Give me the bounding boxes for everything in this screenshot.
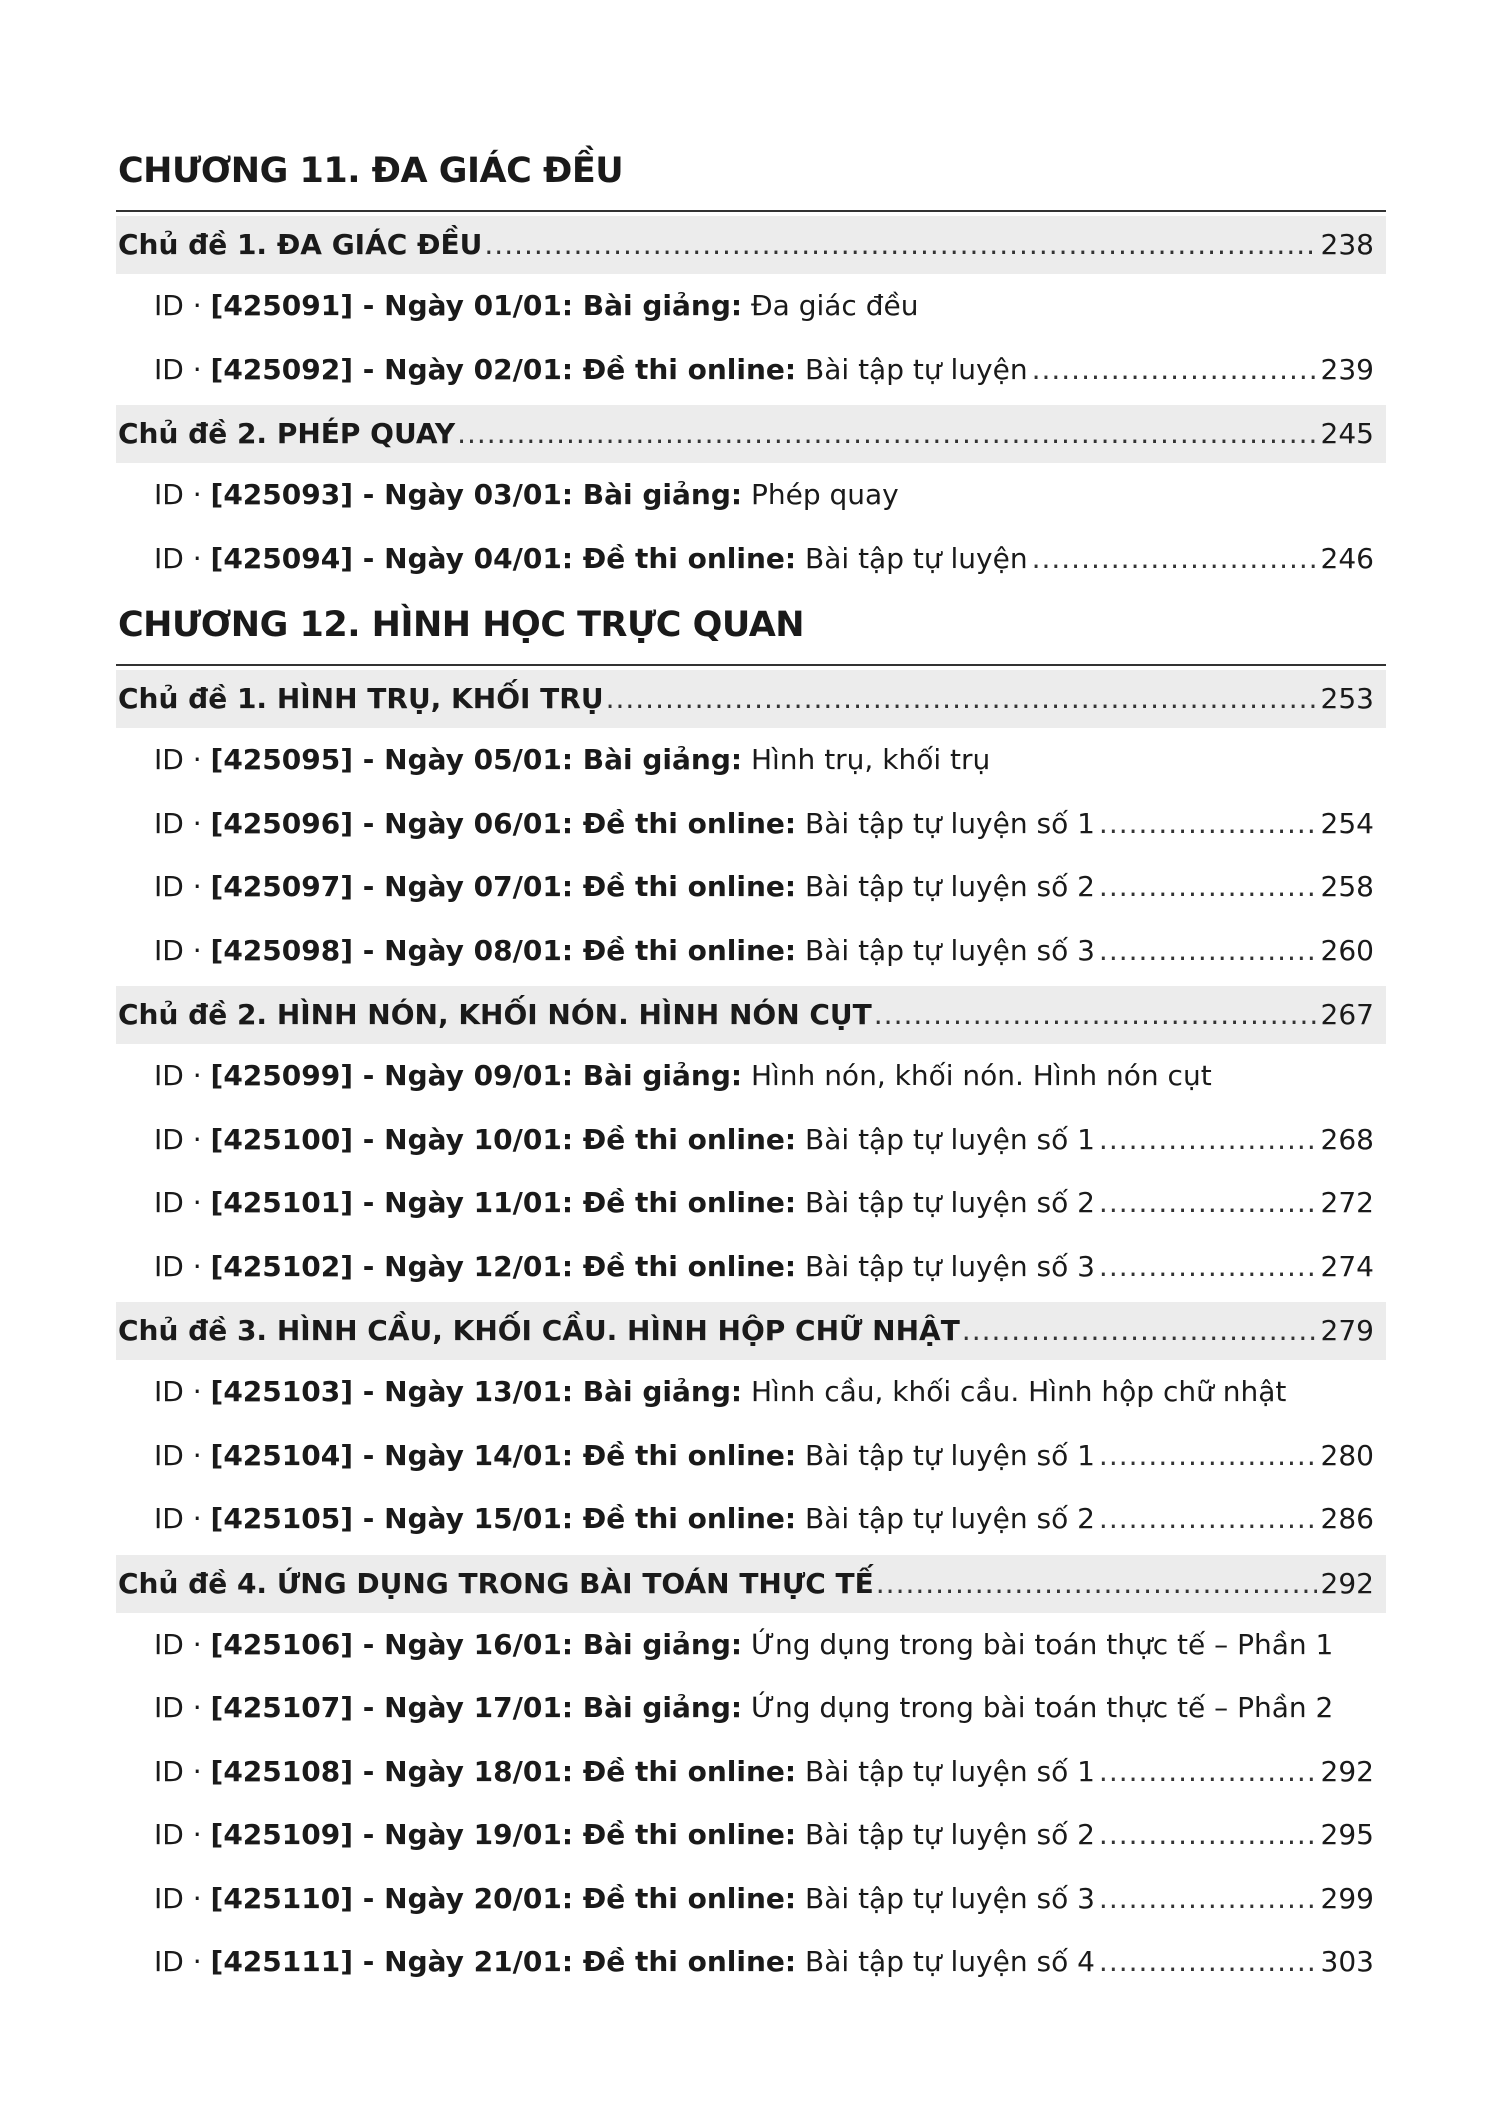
lesson-entry[interactable] — [116, 1044, 1386, 1108]
entry-id: [425109] — [210, 1818, 354, 1851]
entry-text — [154, 1930, 1095, 1994]
entry-text — [154, 527, 1028, 591]
entry-title: Bài tập tự luyện số 1 — [796, 1754, 1095, 1788]
dot-leader — [1099, 1867, 1317, 1931]
topic-title: Chủ đề 4. ỨNG DỤNG TRONG BÀI TOÁN THỰC TẾ — [118, 1566, 874, 1600]
lesson-entry[interactable] — [116, 1171, 1386, 1235]
entry-date: - Ngày 19/01: — [353, 1818, 574, 1851]
entry-date: - Ngày 11/01: — [353, 1186, 574, 1219]
topic-title: Chủ đề 1. ĐA GIÁC ĐỀU — [118, 228, 483, 261]
entry-text — [154, 338, 1028, 402]
chapter-heading: CHƯƠNG 11. ĐA GIÁC ĐỀU — [116, 142, 1386, 212]
entry-id-prefix: ID · — [154, 1754, 211, 1788]
entry-id: [425103] — [210, 1375, 354, 1408]
entry-kind: Đề thi online: — [573, 1186, 797, 1219]
entry-text — [154, 728, 990, 792]
topic-title: Chủ đề 2. PHÉP QUAY — [118, 417, 456, 450]
entry-text — [154, 1803, 1095, 1867]
entry-kind: Bài giảng: — [573, 1375, 743, 1408]
entry-kind: Đề thi online: — [573, 1818, 797, 1851]
entry-date: - Ngày 16/01: — [353, 1627, 574, 1661]
entry-date: - Ngày 15/01: — [353, 1502, 574, 1535]
topic-row[interactable] — [116, 1302, 1386, 1360]
topic-row[interactable] — [116, 1555, 1386, 1613]
dot-leader — [606, 670, 1317, 728]
lesson-entry[interactable] — [116, 855, 1386, 919]
entry-id-prefix: ID · — [154, 870, 211, 903]
entry-text — [154, 792, 1095, 856]
entry-date: - Ngày 13/01: — [353, 1375, 574, 1408]
entry-kind: Đề thi online: — [573, 933, 797, 967]
page-number: 267 — [1320, 998, 1374, 1031]
entry-id: [425105] — [210, 1502, 354, 1535]
entry-id: [425111] — [210, 1945, 354, 1978]
entry-title: Hình cầu, khối cầu. Hình hộp chữ nhật — [742, 1375, 1287, 1408]
page-number: 253 — [1320, 682, 1374, 715]
entry-text — [154, 1108, 1095, 1172]
dot-leader — [1099, 1235, 1317, 1299]
topic-row[interactable] — [116, 405, 1386, 463]
entry-text — [154, 1360, 1286, 1424]
entry-text — [154, 1487, 1095, 1551]
entry-id-prefix: ID · — [154, 1438, 211, 1472]
entry-id-prefix: ID · — [154, 1691, 211, 1724]
entry-id: [425091] — [210, 289, 354, 322]
entry-text — [154, 1740, 1095, 1804]
dot-leader — [1099, 1424, 1317, 1488]
entry-title: Bài tập tự luyện — [796, 541, 1028, 575]
page-number: 292 — [1320, 1754, 1374, 1788]
entry-kind: Bài giảng: — [573, 478, 743, 511]
entry-kind: Đề thi online: — [573, 352, 797, 386]
entry-text — [154, 855, 1095, 919]
page-number: 295 — [1320, 1818, 1374, 1851]
chapter-heading: CHƯƠNG 12. HÌNH HỌC TRỰC QUAN — [116, 596, 1386, 666]
entry-kind: Đề thi online: — [573, 1754, 797, 1788]
entry-id-prefix: ID · — [154, 806, 211, 840]
entry-kind: Đề thi online: — [573, 1881, 797, 1915]
entry-date: - Ngày 10/01: — [353, 1122, 574, 1156]
lesson-entry[interactable] — [116, 1235, 1386, 1299]
page-number: 239 — [1320, 352, 1374, 386]
lesson-entry[interactable] — [116, 1867, 1386, 1931]
entry-title: Bài tập tự luyện số 2 — [796, 1502, 1095, 1535]
entry-id: [425107] — [210, 1691, 354, 1724]
dot-leader — [1099, 1108, 1317, 1172]
entry-id: [425108] — [210, 1754, 354, 1788]
dot-leader — [1032, 527, 1317, 591]
entry-title: Ứng dụng trong bài toán thực tế – Phần 1 — [742, 1627, 1334, 1661]
entry-date: - Ngày 20/01: — [353, 1881, 574, 1915]
entry-id: [425104] — [210, 1438, 354, 1472]
entry-id-prefix: ID · — [154, 289, 211, 322]
topic-title: Chủ đề 2. HÌNH NÓN, KHỐI NÓN. HÌNH NÓN CỤT — [118, 998, 872, 1031]
dot-leader — [1099, 1740, 1317, 1804]
lesson-entry[interactable] — [116, 338, 1386, 402]
entry-kind: Bài giảng: — [573, 289, 743, 322]
page-number: 238 — [1320, 228, 1374, 261]
table-of-contents — [116, 142, 1386, 1994]
entry-kind: Đề thi online: — [573, 806, 797, 840]
entry-id: [425102] — [210, 1249, 354, 1283]
entry-id-prefix: ID · — [154, 1945, 211, 1978]
dot-leader — [1032, 338, 1317, 402]
entry-id: [425106] — [210, 1627, 354, 1661]
entry-id-prefix: ID · — [154, 1502, 211, 1535]
entry-id: [425094] — [210, 541, 354, 575]
entry-text — [154, 1613, 1333, 1677]
page-number: 254 — [1320, 806, 1374, 840]
entry-date: - Ngày 03/01: — [353, 478, 574, 511]
entry-kind: Bài giảng: — [573, 1059, 743, 1092]
entry-id: [425101] — [210, 1186, 354, 1219]
entry-text — [154, 274, 918, 338]
entry-date: - Ngày 08/01: — [353, 933, 574, 967]
lesson-entry[interactable] — [116, 919, 1386, 983]
entry-id-prefix: ID · — [154, 478, 211, 511]
entry-title: Bài tập tự luyện số 2 — [796, 1818, 1095, 1851]
entry-title: Bài tập tự luyện số 3 — [796, 1881, 1095, 1915]
entry-date: - Ngày 01/01: — [353, 289, 574, 322]
lesson-entry[interactable] — [116, 728, 1386, 792]
lesson-entry[interactable] — [116, 1487, 1386, 1551]
entry-title: Bài tập tự luyện số 1 — [796, 1438, 1095, 1472]
lesson-entry[interactable] — [116, 1740, 1386, 1804]
dot-leader — [1099, 1487, 1317, 1551]
entry-date: - Ngày 02/01: — [353, 352, 574, 386]
entry-date: - Ngày 17/01: — [353, 1691, 574, 1724]
entry-id-prefix: ID · — [154, 352, 211, 386]
entry-id-prefix: ID · — [154, 1122, 211, 1156]
entry-title: Bài tập tự luyện — [796, 352, 1028, 386]
entry-title: Bài tập tự luyện số 1 — [796, 1122, 1095, 1156]
entry-text — [154, 1044, 1212, 1108]
entry-id-prefix: ID · — [154, 1249, 211, 1283]
entry-id: [425096] — [210, 806, 354, 840]
entry-title: Bài tập tự luyện số 4 — [796, 1945, 1095, 1978]
lesson-entry[interactable] — [116, 274, 1386, 338]
dot-leader — [874, 986, 1317, 1044]
lesson-entry[interactable] — [116, 1108, 1386, 1172]
entry-kind: Đề thi online: — [573, 1945, 797, 1978]
entry-id-prefix: ID · — [154, 1059, 211, 1092]
entry-text — [154, 1676, 1333, 1740]
entry-title: Hình trụ, khối trụ — [742, 743, 991, 776]
entry-title: Đa giác đều — [742, 289, 919, 322]
page-number: 303 — [1320, 1945, 1374, 1978]
entry-kind: Bài giảng: — [573, 1627, 743, 1661]
entry-title: Bài tập tự luyện số 1 — [796, 806, 1095, 840]
page-number: 268 — [1320, 1122, 1374, 1156]
dot-leader — [1099, 792, 1317, 856]
page-number: 280 — [1320, 1438, 1374, 1472]
topic-title: Chủ đề 1. HÌNH TRỤ, KHỐI TRỤ — [118, 682, 604, 715]
entry-date: - Ngày 12/01: — [353, 1249, 574, 1283]
entry-title: Bài tập tự luyện số 2 — [796, 870, 1095, 903]
entry-kind: Đề thi online: — [573, 1122, 797, 1156]
entry-text — [154, 919, 1095, 983]
page-number: 260 — [1320, 933, 1374, 967]
page-number: 245 — [1320, 417, 1374, 450]
topic-row[interactable] — [116, 670, 1386, 728]
entry-kind: Đề thi online: — [573, 1502, 797, 1535]
entry-text — [154, 1171, 1095, 1235]
dot-leader — [457, 405, 1316, 463]
entry-date: - Ngày 21/01: — [353, 1945, 574, 1978]
dot-leader — [1099, 1803, 1317, 1867]
entry-date: - Ngày 06/01: — [353, 806, 574, 840]
entry-kind: Đề thi online: — [573, 1249, 797, 1283]
entry-date: - Ngày 18/01: — [353, 1754, 574, 1788]
lesson-entry[interactable] — [116, 792, 1386, 856]
entry-kind: Đề thi online: — [573, 1438, 797, 1472]
dot-leader — [876, 1555, 1317, 1613]
page-number: 246 — [1320, 541, 1374, 575]
entry-kind: Đề thi online: — [573, 541, 797, 575]
entry-date: - Ngày 09/01: — [353, 1059, 574, 1092]
entry-text — [154, 1424, 1095, 1488]
entry-id: [425099] — [210, 1059, 354, 1092]
entry-id: [425100] — [210, 1122, 354, 1156]
dot-leader — [1099, 919, 1317, 983]
page-number: 272 — [1320, 1186, 1374, 1219]
entry-id-prefix: ID · — [154, 1818, 211, 1851]
entry-kind: Bài giảng: — [573, 1691, 743, 1724]
dot-leader — [1099, 1930, 1317, 1994]
entry-text — [154, 463, 899, 527]
lesson-entry[interactable] — [116, 1613, 1386, 1677]
entry-id: [425093] — [210, 478, 354, 511]
entry-id: [425092] — [210, 352, 354, 386]
page-number: 299 — [1320, 1881, 1374, 1915]
entry-id-prefix: ID · — [154, 1375, 211, 1408]
entry-title: Phép quay — [742, 478, 899, 511]
entry-text — [154, 1235, 1095, 1299]
entry-kind: Bài giảng: — [573, 743, 743, 776]
entry-date: - Ngày 14/01: — [353, 1438, 574, 1472]
page-number: 292 — [1320, 1566, 1374, 1600]
entry-date: - Ngày 07/01: — [353, 870, 574, 903]
entry-id-prefix: ID · — [154, 541, 211, 575]
topic-title: Chủ đề 3. HÌNH CẦU, KHỐI CẦU. HÌNH HỘP CHỮ NHẬT — [118, 1314, 960, 1347]
entry-date: - Ngày 04/01: — [353, 541, 574, 575]
dot-leader — [962, 1302, 1317, 1360]
entry-title: Bài tập tự luyện số 3 — [796, 1249, 1095, 1283]
entry-date: - Ngày 05/01: — [353, 743, 574, 776]
topic-row[interactable] — [116, 986, 1386, 1044]
page-number: 279 — [1320, 1314, 1374, 1347]
page-number: 274 — [1320, 1249, 1374, 1283]
lesson-entry[interactable] — [116, 1424, 1386, 1488]
entry-id: [425097] — [210, 870, 354, 903]
dot-leader — [1099, 855, 1317, 919]
entry-id-prefix: ID · — [154, 743, 211, 776]
entry-id-prefix: ID · — [154, 1627, 211, 1661]
entry-text — [154, 1867, 1095, 1931]
entry-kind: Đề thi online: — [573, 870, 797, 903]
entry-id: [425110] — [210, 1881, 354, 1915]
lesson-entry[interactable] — [116, 527, 1386, 591]
lesson-entry[interactable] — [116, 1360, 1386, 1424]
page-number: 286 — [1320, 1502, 1374, 1535]
entry-title: Bài tập tự luyện số 3 — [796, 933, 1095, 967]
lesson-entry[interactable] — [116, 1930, 1386, 1994]
entry-id: [425095] — [210, 743, 354, 776]
lesson-entry[interactable] — [116, 1676, 1386, 1740]
page-number: 258 — [1320, 870, 1374, 903]
entry-title: Ứng dụng trong bài toán thực tế – Phần 2 — [742, 1691, 1334, 1724]
entry-id-prefix: ID · — [154, 1881, 211, 1915]
entry-id: [425098] — [210, 933, 354, 967]
entry-title: Hình nón, khối nón. Hình nón cụt — [742, 1059, 1212, 1092]
entry-title: Bài tập tự luyện số 2 — [796, 1186, 1095, 1219]
lesson-entry[interactable] — [116, 463, 1386, 527]
entry-id-prefix: ID · — [154, 933, 211, 967]
lesson-entry[interactable] — [116, 1803, 1386, 1867]
dot-leader — [484, 216, 1316, 274]
entry-id-prefix: ID · — [154, 1186, 211, 1219]
topic-row[interactable] — [116, 216, 1386, 274]
dot-leader — [1099, 1171, 1317, 1235]
